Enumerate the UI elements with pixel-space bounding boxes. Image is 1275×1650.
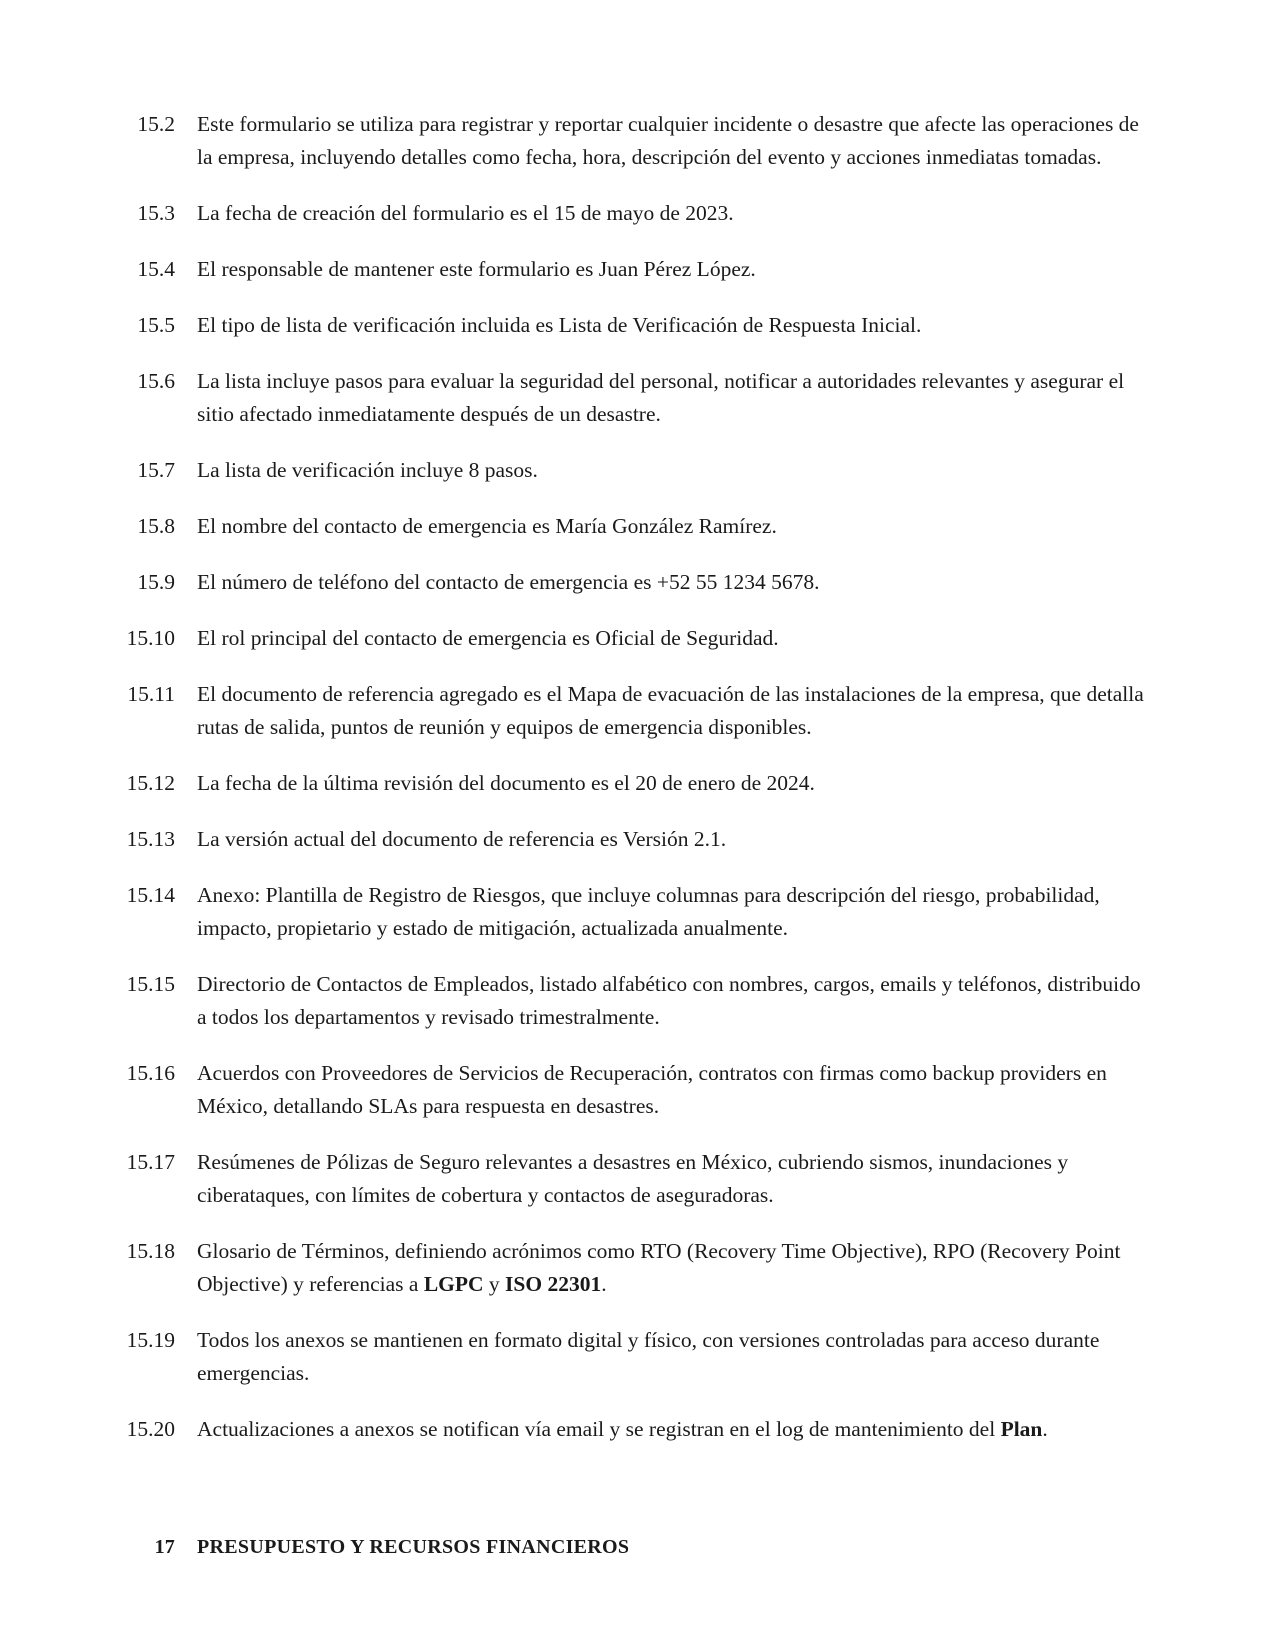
list-item-number: 15.2 [137,112,175,136]
list-item-number: 15.18 [126,1239,175,1263]
list-item-number: 15.11 [127,682,175,706]
section-number: 17 [154,1536,175,1558]
list-item [125,197,1145,230]
list-item [125,1057,1145,1123]
list-item-number: 15.8 [137,514,175,538]
list-item-text: La lista incluye pasos para evaluar la seguridad del personal, notificar a autoridades relevantes y asegurar el sitio afectado inmediatamente después de un desastre. [197,369,1125,426]
list-item-number: 15.20 [126,1417,175,1441]
list-item-text: La fecha de creación del formulario es el 15 de mayo de 2023. [197,201,734,225]
list-item [125,823,1145,856]
list-item-number: 15.12 [126,771,175,795]
list-item-text: El nombre del contacto de emergencia es María González Ramírez. [197,514,777,538]
list-item [125,1146,1145,1212]
list-item-text: El responsable de mantener este formulario es Juan Pérez López. [197,257,756,281]
list-item-number: 15.4 [137,257,175,281]
list-item-text: Todos los anexos se mantienen en formato digital y físico, con versiones controladas para acceso durante emergencias. [197,1328,1100,1385]
list-item-text: La lista de verificación incluye 8 pasos. [197,458,538,482]
list-item-text: Directorio de Contactos de Empleados, listado alfabético con nombres, cargos, emails y teléfonos, distribuido a todos los departamentos y revisado trimestralmente. [197,972,1141,1029]
list-item [125,767,1145,800]
list-item [125,1324,1145,1390]
list-item-number: 15.3 [137,201,175,225]
section-title: PRESUPUESTO Y RECURSOS FINANCIEROS [197,1536,630,1558]
list-item [125,879,1145,945]
list-item-text: Acuerdos con Proveedores de Servicios de Recuperación, contratos con firmas como backup providers en México, detallando SLAs para respuesta en desastres. [197,1061,1107,1118]
list-item [125,566,1145,599]
list-item-text: El número de teléfono del contacto de emergencia es +52 55 1234 5678. [197,570,820,594]
section-heading [125,1532,1145,1562]
numbered-list [125,108,1145,1446]
list-item-number: 15.17 [126,1150,175,1174]
list-item-number: 15.15 [126,972,175,996]
list-item [125,510,1145,543]
list-item-number: 15.14 [126,883,175,907]
list-item-number: 15.5 [137,313,175,337]
list-item-number: 15.6 [137,369,175,393]
list-item-text: Actualizaciones a anexos se notifican vía email y se registran en el log de mantenimiento del Plan. [197,1417,1048,1441]
list-item [125,454,1145,487]
list-item [125,678,1145,744]
list-item [125,309,1145,342]
list-item-number: 15.19 [126,1328,175,1352]
list-item-number: 15.7 [137,458,175,482]
list-item [125,622,1145,655]
list-item-number: 15.13 [126,827,175,851]
list-item-text: Resúmenes de Pólizas de Seguro relevantes a desastres en México, cubriendo sismos, inundaciones y ciberataques, con límites de cobertura y contactos de aseguradoras. [197,1150,1069,1207]
list-item-text: El rol principal del contacto de emergencia es Oficial de Seguridad. [197,626,779,650]
list-item-text: Anexo: Plantilla de Registro de Riesgos, que incluye columnas para descripción del riesgo, probabilidad, impacto, propietario y estado de mitigación, actualizada anualmente. [197,883,1100,940]
list-item [125,1235,1145,1301]
list-item-number: 15.10 [126,626,175,650]
list-item-text: Glosario de Términos, definiendo acrónimos como RTO (Recovery Time Objective), RPO (Recovery Point Objective) y referencias a LGPC y ISO 22301. [197,1239,1121,1296]
list-item-text: El tipo de lista de verificación incluida es Lista de Verificación de Respuesta Inicial. [197,313,922,337]
list-item-number: 15.16 [126,1061,175,1085]
list-item [125,1413,1145,1446]
list-item [125,365,1145,431]
list-item [125,253,1145,286]
list-item-number: 15.9 [137,570,175,594]
list-item-text: Este formulario se utiliza para registrar y reportar cualquier incidente o desastre que afecte las operaciones de la empresa, incluyendo detalles como fecha, hora, descripción del evento y acciones inmediatas tomadas. [197,112,1139,169]
list-item-text: La versión actual del documento de referencia es Versión 2.1. [197,827,727,851]
list-item [125,968,1145,1034]
list-item-text: El documento de referencia agregado es el Mapa de evacuación de las instalaciones de la empresa, que detalla rutas de salida, puntos de reunión y equipos de emergencia disponibles. [197,682,1144,739]
list-item-text: La fecha de la última revisión del documento es el 20 de enero de 2024. [197,771,815,795]
list-item [125,108,1145,174]
